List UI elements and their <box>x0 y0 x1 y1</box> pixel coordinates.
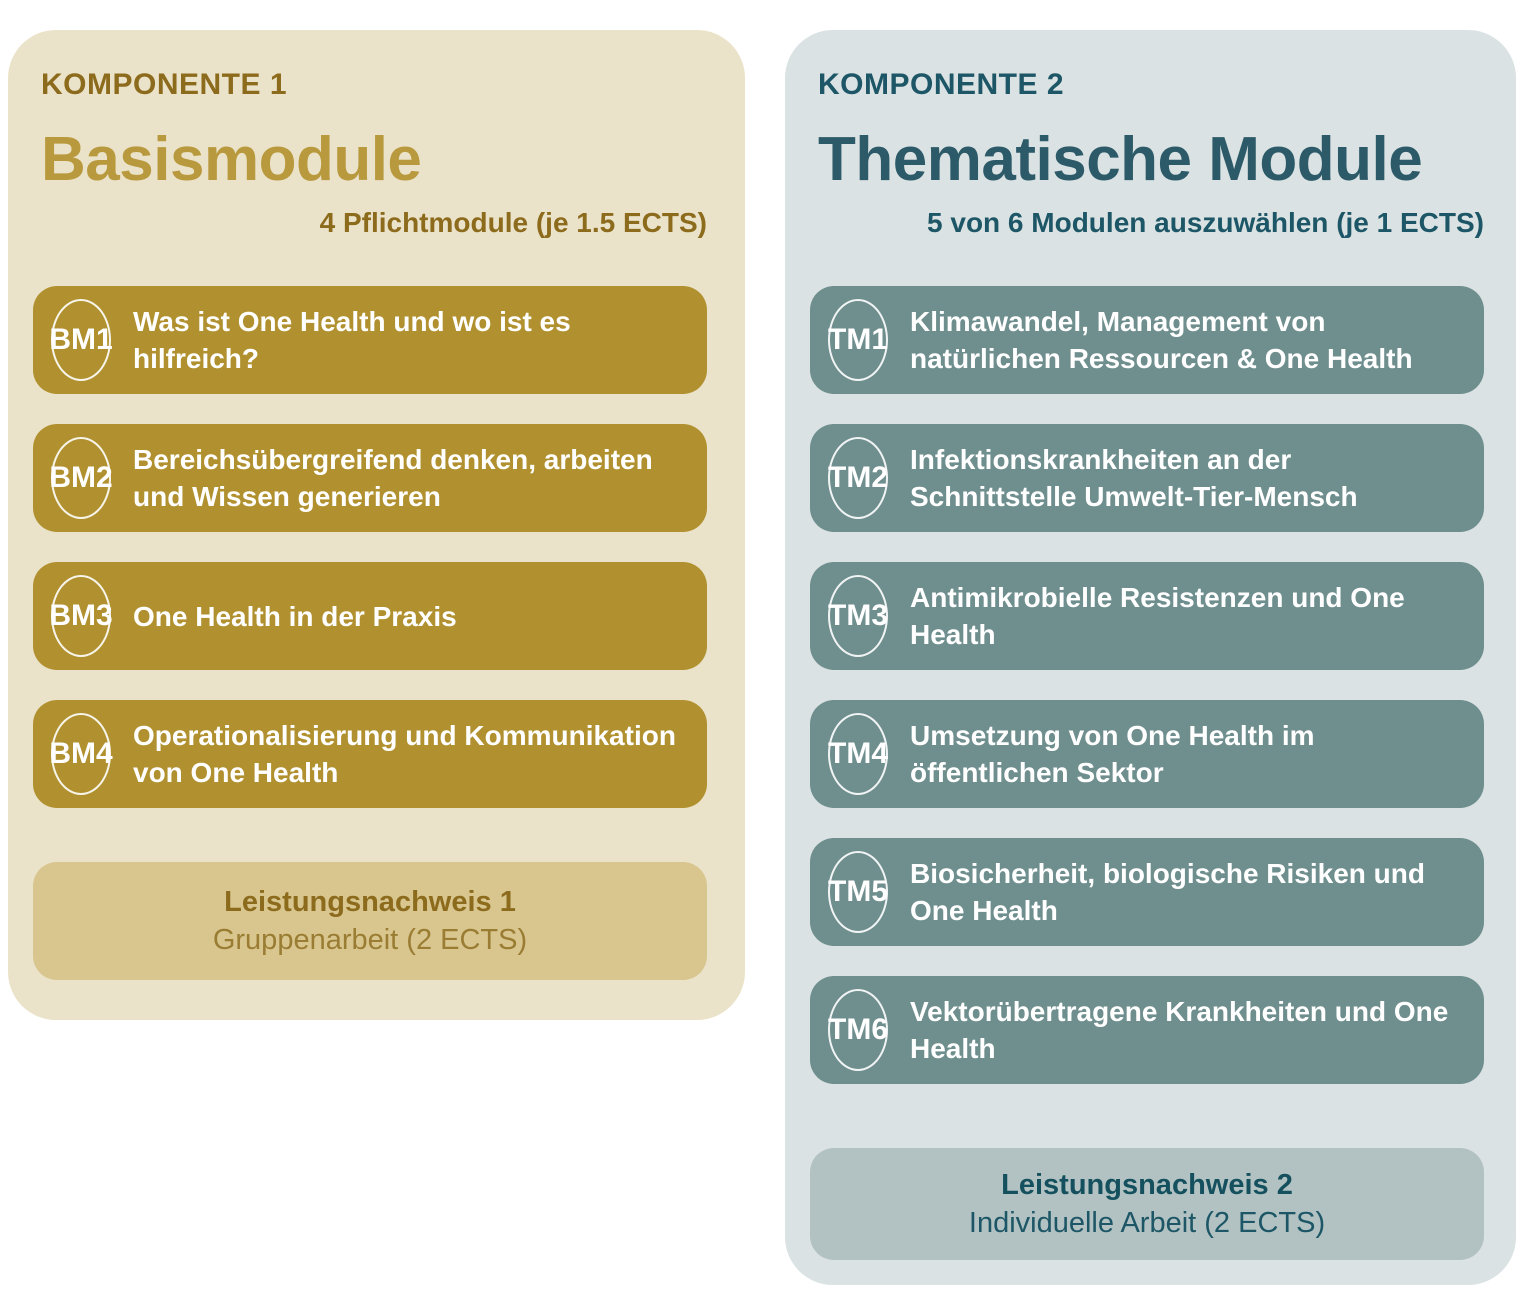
component-1-panel <box>8 30 745 1020</box>
module-tm5-badge: TM5 <box>828 851 888 933</box>
module-tm2 <box>810 424 1484 532</box>
module-bm1-badge: BM1 <box>51 299 111 381</box>
module-bm3 <box>33 562 707 670</box>
module-tm1-label: Klimawandel, Management von natürlichen Ressourcen & One Health <box>910 306 1413 374</box>
module-tm6-badge: TM6 <box>828 989 888 1071</box>
module-tm6 <box>810 976 1484 1084</box>
leistungsnachweis-2-box <box>810 1148 1484 1260</box>
module-tm5 <box>810 838 1484 946</box>
module-bm2-badge: BM2 <box>51 437 111 519</box>
module-bm2 <box>33 424 707 532</box>
module-bm3-badge: BM3 <box>51 575 111 657</box>
module-bm4-badge: BM4 <box>51 713 111 795</box>
module-tm1 <box>810 286 1484 394</box>
module-tm2-label: Infektionskrankheiten an der Schnittstelle Umwelt-Tier-Mensch <box>910 444 1358 512</box>
thematische-module-list <box>810 286 1480 1084</box>
component-2-title: Thematische Module <box>818 125 1423 194</box>
module-tm3-badge: TM3 <box>828 575 888 657</box>
module-bm1-label: Was ist One Health und wo ist es hilfreich? <box>133 306 571 374</box>
leistungsnachweis-1-subtitle: Gruppenarbeit (2 ECTS) <box>212 924 528 956</box>
module-tm6-label: Vektorübertragene Krankheiten und One Health <box>910 996 1449 1064</box>
leistungsnachweis-2-title: Leistungsnachweis 2 <box>1001 1169 1293 1201</box>
component-2-panel <box>785 30 1516 1285</box>
leistungsnachweis-1-title: Leistungsnachweis 1 <box>224 886 516 918</box>
module-tm3 <box>810 562 1484 670</box>
basis-module-list <box>33 286 709 808</box>
module-bm4 <box>33 700 707 808</box>
module-tm3-label: Antimikrobielle Resistenzen und One Health <box>910 582 1405 650</box>
component-2-kicker: KOMPONENTE 2 <box>818 68 1065 101</box>
module-tm4 <box>810 700 1484 808</box>
module-tm2-badge: TM2 <box>828 437 888 519</box>
component-1-title: Basismodule <box>41 125 422 194</box>
module-bm4-label: Operationalisierung und Kommunikation von One Health <box>133 720 676 788</box>
leistungsnachweis-2-subtitle: Individuelle Arbeit (2 ECTS) <box>968 1207 1326 1239</box>
component-2-subtitle: 5 von 6 Modulen auszuwählen (je 1 ECTS) <box>927 207 1484 238</box>
module-bm2-label: Bereichsübergreifend denken, arbeiten und Wissen generieren <box>133 444 653 512</box>
leistungsnachweis-1-box <box>33 862 707 980</box>
module-bm1 <box>33 286 707 394</box>
module-tm1-badge: TM1 <box>828 299 888 381</box>
module-tm5-label: Biosicherheit, biologische Risiken und One Health <box>910 858 1425 926</box>
module-bm3-label: One Health in der Praxis <box>133 600 457 632</box>
component-1-subtitle: 4 Pflichtmodule (je 1.5 ECTS) <box>319 207 707 238</box>
component-1-kicker: KOMPONENTE 1 <box>41 68 288 101</box>
module-tm4-label: Umsetzung von One Health im öffentlichen Sektor <box>910 720 1315 788</box>
module-tm4-badge: TM4 <box>828 713 888 795</box>
